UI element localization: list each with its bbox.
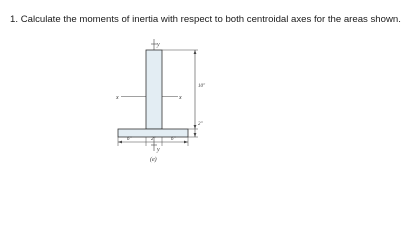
problem-number: 1.: [10, 14, 19, 25]
flange-left-dimension: 6": [127, 137, 132, 142]
web-height-dimension: 10": [198, 84, 206, 89]
thickness-arrow-bottom: [194, 133, 197, 137]
y-axis-label-bottom: y: [157, 147, 160, 153]
flange-right-dimension: 6": [171, 137, 176, 142]
width-arrow-left: [118, 141, 122, 144]
width-arrow-right: [184, 141, 188, 144]
x-axis-label-left: x: [116, 95, 119, 101]
figure-label: (e): [150, 157, 157, 163]
tee-web: [146, 50, 162, 129]
x-axis-label-right: x: [179, 95, 182, 101]
flange-thickness-dimension: 2": [198, 122, 203, 127]
y-axis-label-top: y: [157, 42, 160, 48]
web-width-dimension: 2": [151, 137, 156, 142]
height-arrow-mid-up: [194, 125, 197, 129]
height-arrow-top: [194, 50, 197, 54]
tee-flange: [118, 129, 188, 137]
problem-text: Calculate the moments of inertia with respect to both centroidal axes for the areas shown.: [20, 14, 401, 25]
